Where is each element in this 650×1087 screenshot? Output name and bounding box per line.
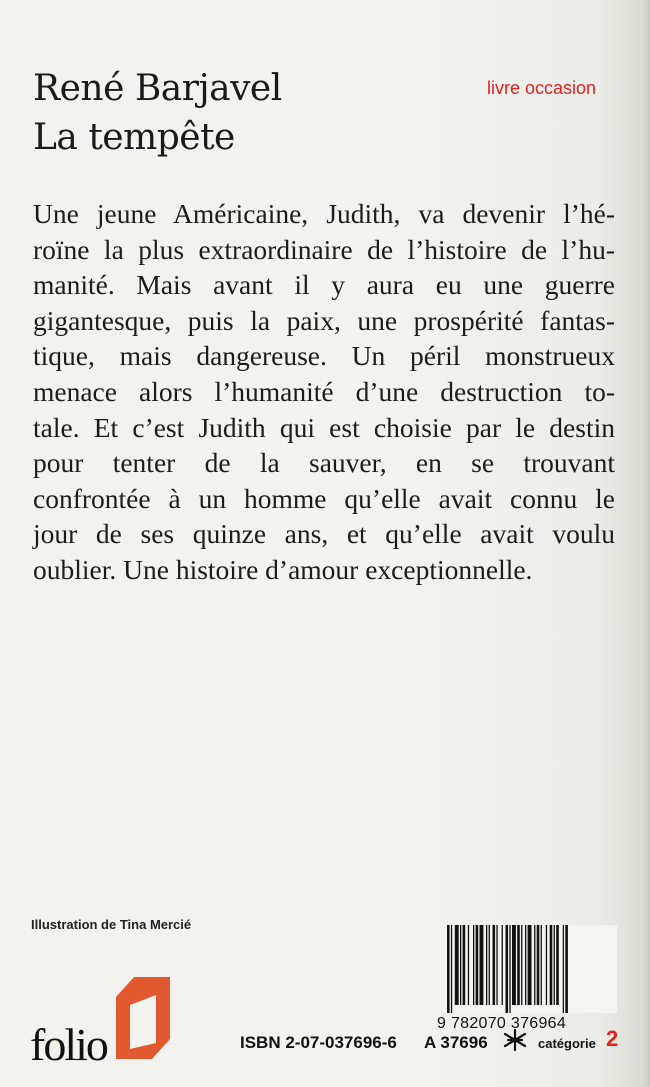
barcode-bar [455, 925, 459, 1005]
barcode-bar [460, 925, 461, 1005]
isbn: ISBN 2-07-037696-6 [240, 1033, 397, 1052]
folio-logo: folio [30, 1019, 107, 1070]
barcode-bar [512, 925, 516, 1005]
category-number: 2 [606, 1026, 619, 1051]
barcode-bar [541, 925, 542, 1005]
barcode-bar [528, 925, 532, 1005]
blurb-line: roïne la plus extraordinaire de l’histoire de l’hu- [33, 233, 615, 265]
category-label: catégorie [538, 1036, 596, 1051]
barcode-bar [546, 925, 547, 1005]
barcode-bar [493, 925, 496, 1005]
author-name: René Barjavel [33, 68, 282, 109]
blurb-line: gigantesque, puis la paix, une prospérité fantas- [33, 304, 615, 336]
cover-edge [640, 0, 650, 1087]
barcode-bar [565, 925, 568, 1013]
barcode-bar [563, 925, 564, 1013]
blurb-text [33, 196, 615, 588]
barcode-bar [496, 925, 497, 1005]
illustration-credit: Illustration de Tina Mercié [31, 917, 192, 932]
seller-stamp: livre occasion [487, 78, 597, 98]
blurb-line: oublier. Une histoire d’amour exceptionnelle. [33, 553, 533, 585]
barcode-bar [468, 925, 469, 1005]
barcode-bar [517, 925, 520, 1005]
publisher-emblem-icon [502, 1029, 528, 1051]
barcode-bar [521, 925, 522, 1005]
barcode-bar [447, 925, 450, 1013]
barcode-digits: 9 782070 376964 [437, 1015, 567, 1032]
catalog-code: A 37696 [424, 1033, 488, 1052]
blurb-line: tale. Et c’est Judith qui est choisie par le destin [33, 411, 615, 443]
barcode-bar [476, 925, 479, 1005]
barcode-bar [506, 925, 509, 1013]
barcode-bar [451, 925, 452, 1013]
barcode-bar [473, 925, 474, 1005]
book-title: La tempête [33, 117, 235, 158]
barcode-bar [534, 925, 535, 1005]
barcode-bar [502, 925, 503, 1005]
barcode-bar [554, 925, 555, 1005]
barcode-bar [525, 925, 526, 1005]
barcode-bar [463, 925, 466, 1005]
blurb-line: pour tenter de la sauver, en se trouvant [33, 447, 615, 479]
blurb-line: confrontée à un homme qu’elle avait connu le [33, 482, 615, 514]
blurb-line: jour de ses quinze ans, et qu’elle avait voulu [33, 518, 615, 550]
blurb-line: Une jeune Américaine, Judith, va devenir l’hé- [33, 198, 615, 229]
blurb-line: manité. Mais avant il y aura eu une guerre [33, 269, 615, 301]
barcode-bar [480, 925, 484, 1005]
barcode-bar [489, 925, 490, 1005]
barcode-bar [537, 925, 540, 1005]
folio-mark-icon [116, 977, 170, 1059]
blurb-line: tique, mais dangereuse. Un péril monstrueux [33, 340, 615, 372]
barcode-bar [509, 925, 510, 1013]
barcode-bar [550, 925, 553, 1005]
barcode [445, 925, 617, 1013]
blurb-line: menace alors l’humanité d’une destruction to- [33, 375, 615, 407]
barcode-bar [556, 925, 559, 1005]
barcode-bar [486, 925, 487, 1005]
